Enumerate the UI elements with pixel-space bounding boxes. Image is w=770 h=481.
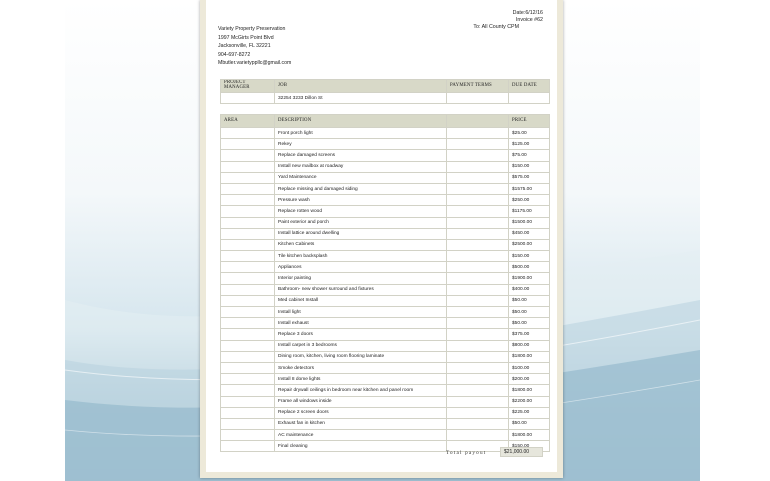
table-row: [221, 362, 550, 373]
price-cell: $1575.00: [509, 183, 550, 194]
sender-city: Jacksonville, FL 32221: [218, 43, 271, 49]
price-cell: $1800.00: [509, 430, 550, 441]
job-due-cell: [509, 93, 550, 104]
area-cell: [221, 430, 275, 441]
blank-cell: [447, 183, 509, 194]
col-header-due-date: DUE DATE: [509, 80, 550, 93]
table-row: [221, 183, 550, 194]
job-terms-cell: [447, 93, 509, 104]
job-address-cell: 32254 3233 Dillon St: [275, 93, 447, 104]
table-row: [221, 340, 550, 351]
table-row: [221, 139, 550, 150]
table-row: [221, 329, 550, 340]
area-cell: [221, 295, 275, 306]
invoice-number: Invoice #62: [515, 17, 543, 23]
job-manager-cell: [221, 93, 275, 104]
area-cell: [221, 128, 275, 139]
blank-cell: [447, 385, 509, 396]
price-cell: $575.00: [509, 172, 550, 183]
invoice-recipient: To: All County CPM: [473, 24, 519, 30]
price-cell: $250.00: [509, 195, 550, 206]
price-cell: $150.00: [509, 251, 550, 262]
blank-cell: [447, 195, 509, 206]
area-cell: [221, 374, 275, 385]
table-row: [221, 150, 550, 161]
area-cell: [221, 441, 275, 452]
price-cell: $75.00: [509, 150, 550, 161]
price-cell: $800.00: [509, 340, 550, 351]
table-row: [221, 351, 550, 362]
sender-phone: 904-697-8272: [218, 51, 251, 58]
area-cell: [221, 251, 275, 262]
table-row: [221, 396, 550, 407]
sender-street: 1997 McGirts Point Blvd: [218, 34, 274, 41]
sender-company: Variety Property Preservation: [218, 26, 286, 32]
total-label: Total payout: [446, 450, 487, 456]
price-cell: $1500.00: [509, 217, 550, 228]
table-row: [221, 418, 550, 429]
col-header-blank: [447, 115, 509, 128]
area-cell: [221, 172, 275, 183]
items-table: [220, 114, 550, 452]
blank-cell: [447, 150, 509, 161]
area-cell: [221, 318, 275, 329]
table-row: [221, 273, 550, 284]
area-cell: [221, 228, 275, 239]
col-header-price: PRICE: [509, 115, 550, 128]
blank-cell: [447, 318, 509, 329]
description-cell: Smoke detectors: [275, 362, 447, 373]
blank-cell: [447, 284, 509, 295]
area-cell: [221, 161, 275, 172]
area-cell: [221, 307, 275, 318]
blank-cell: [447, 295, 509, 306]
price-cell: $50.00: [509, 307, 550, 318]
blank-cell: [447, 396, 509, 407]
invoice-date: Date:6/12/16: [512, 10, 543, 16]
invoice-paper: [206, 0, 557, 472]
description-cell: Replace missing and damaged siding: [275, 183, 447, 194]
description-cell: Frame all windows inside: [275, 396, 447, 407]
table-row: [221, 217, 550, 228]
description-cell: Dining room, kitchen, living room flooring laminate: [275, 351, 447, 362]
blank-cell: [447, 340, 509, 351]
area-cell: [221, 340, 275, 351]
blank-cell: [447, 139, 509, 150]
table-row: [221, 430, 550, 441]
description-cell: Yard Maintenance: [275, 172, 447, 183]
col-header-payment-terms: PAYMENT TERMS: [447, 80, 509, 93]
blank-cell: [447, 307, 509, 318]
price-cell: $450.00: [509, 228, 550, 239]
blank-cell: [447, 362, 509, 373]
area-cell: [221, 284, 275, 295]
table-row: [221, 262, 550, 273]
blank-cell: [447, 374, 509, 385]
area-cell: [221, 206, 275, 217]
table-row: [221, 128, 550, 139]
area-cell: [221, 150, 275, 161]
price-cell: $2500.00: [509, 239, 550, 250]
description-cell: Install 8 dome lights: [275, 374, 447, 385]
area-cell: [221, 195, 275, 206]
price-cell: $50.00: [509, 418, 550, 429]
table-row: [221, 228, 550, 239]
area-cell: [221, 396, 275, 407]
blank-cell: [447, 206, 509, 217]
price-cell: $500.00: [509, 262, 550, 273]
blank-cell: [447, 351, 509, 362]
area-cell: [221, 239, 275, 250]
table-row: [221, 374, 550, 385]
table-row: [221, 239, 550, 250]
description-cell: Install light: [275, 307, 447, 318]
description-cell: Front porch light: [275, 128, 447, 139]
description-cell: Pressure wash: [275, 195, 447, 206]
area-cell: [221, 418, 275, 429]
price-cell: $50.00: [509, 318, 550, 329]
description-cell: Tile kitchen backsplash: [275, 251, 447, 262]
table-row: [221, 172, 550, 183]
description-cell: Exhaust fan in kitchen: [275, 418, 447, 429]
description-cell: Install carpet in 3 bedrooms: [275, 340, 447, 351]
blank-cell: [447, 430, 509, 441]
description-cell: Rekey: [275, 139, 447, 150]
blank-cell: [447, 217, 509, 228]
blank-cell: [447, 239, 509, 250]
job-table: [220, 79, 550, 104]
price-cell: $400.00: [509, 284, 550, 295]
price-cell: $1800.00: [509, 351, 550, 362]
area-cell: [221, 362, 275, 373]
description-cell: Install lattice around dwelling: [275, 228, 447, 239]
table-row: [221, 318, 550, 329]
area-cell: [221, 385, 275, 396]
col-header-job: JOB: [275, 80, 447, 93]
description-cell: Repair drywall ceilings in bedroom near kitchen and panel room: [275, 385, 447, 396]
table-row: [221, 206, 550, 217]
description-cell: Paint exterior and porch: [275, 217, 447, 228]
description-cell: Replace 2 screen doors: [275, 407, 447, 418]
table-row: [221, 407, 550, 418]
invoice-page: [200, 0, 563, 478]
area-cell: [221, 262, 275, 273]
price-cell: $50.00: [509, 295, 550, 306]
col-header-description: DESCRIPTION: [275, 115, 447, 128]
description-cell: Replace 3 doors: [275, 329, 447, 340]
table-row: [221, 284, 550, 295]
blank-cell: [447, 161, 509, 172]
description-cell: Kitchen Cabinets: [275, 239, 447, 250]
blank-cell: [447, 329, 509, 340]
table-row: [221, 251, 550, 262]
table-row: [221, 385, 550, 396]
description-cell: Bathroom- new shower surround and fixtures: [275, 284, 447, 295]
price-cell: $125.00: [509, 139, 550, 150]
price-cell: $2200.00: [509, 396, 550, 407]
blank-cell: [447, 407, 509, 418]
area-cell: [221, 407, 275, 418]
col-header-area: AREA: [221, 115, 275, 128]
price-cell: $100.00: [509, 362, 550, 373]
description-cell: Install exhaust: [275, 318, 447, 329]
price-cell: $200.00: [509, 374, 550, 385]
price-cell: $25.00: [509, 128, 550, 139]
price-cell: $375.00: [509, 329, 550, 340]
description-cell: Interior painting: [275, 273, 447, 284]
description-cell: AC maintenance: [275, 430, 447, 441]
price-cell: $1900.00: [509, 273, 550, 284]
price-cell: $1175.00: [509, 206, 550, 217]
area-cell: [221, 183, 275, 194]
blank-cell: [447, 128, 509, 139]
area-cell: [221, 139, 275, 150]
description-cell: Install new mailbox at roadway: [275, 161, 447, 172]
blank-cell: [447, 251, 509, 262]
area-cell: [221, 329, 275, 340]
area-cell: [221, 217, 275, 228]
blank-cell: [447, 262, 509, 273]
table-row: [221, 307, 550, 318]
description-cell: Replace damaged screens: [275, 150, 447, 161]
job-row: [221, 93, 550, 104]
table-row: [221, 195, 550, 206]
col-header-project-manager: PROJECT MANAGER: [221, 80, 275, 93]
price-cell: $225.00: [509, 407, 550, 418]
description-cell: Replace rotten wood: [275, 206, 447, 217]
total-value: $21,000.00: [500, 447, 543, 457]
sender-address: [218, 25, 291, 68]
sender-email: Mbutler.varietyppllc@gmail.com: [218, 60, 292, 66]
blank-cell: [447, 273, 509, 284]
table-row: [221, 161, 550, 172]
table-row: [221, 295, 550, 306]
blank-cell: [447, 418, 509, 429]
description-cell: Med cabinet Install: [275, 295, 447, 306]
description-cell: Final cleaning: [275, 441, 447, 452]
area-cell: [221, 351, 275, 362]
price-cell: $1800.00: [509, 385, 550, 396]
blank-cell: [447, 172, 509, 183]
area-cell: [221, 273, 275, 284]
price-cell: $150.00: [509, 161, 550, 172]
description-cell: Appliances: [275, 262, 447, 273]
blank-cell: [447, 228, 509, 239]
